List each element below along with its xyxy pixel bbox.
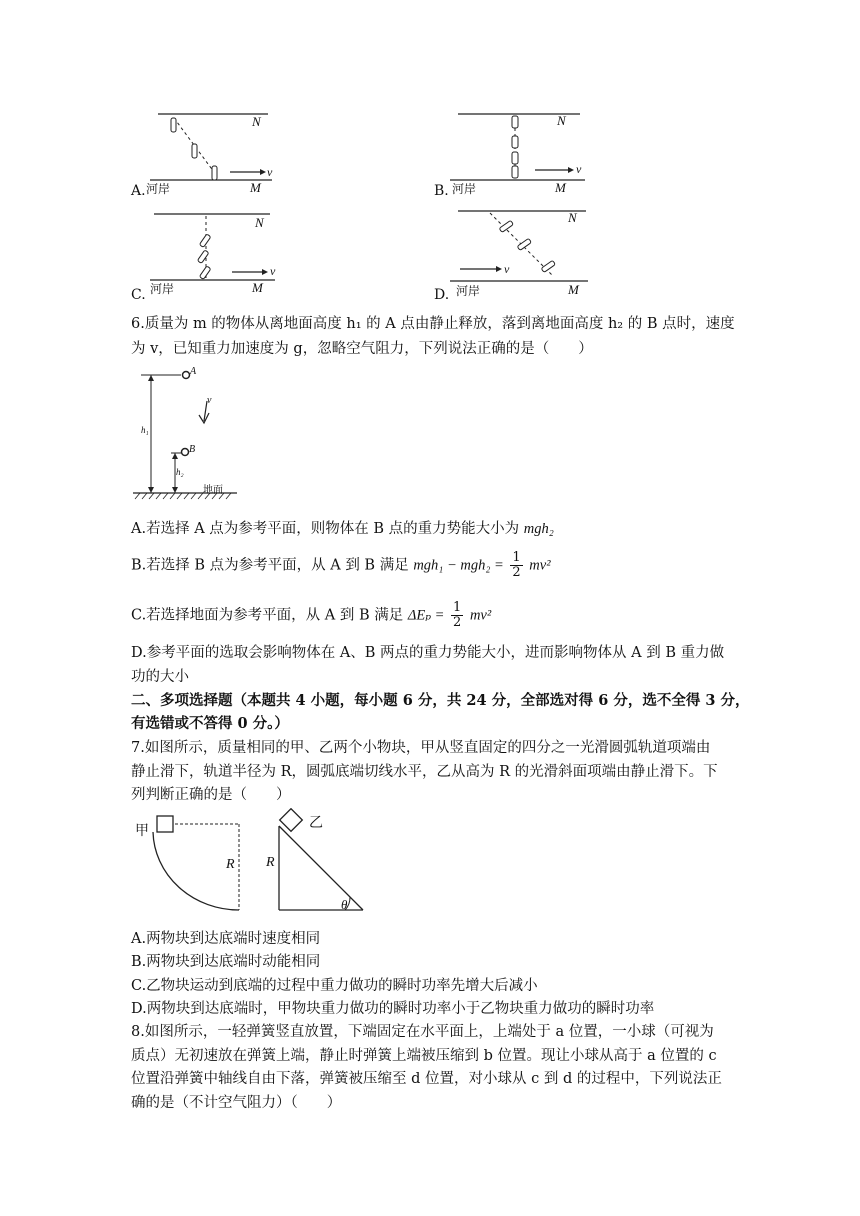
q5d-M: M bbox=[568, 282, 579, 297]
q5-option-a[interactable]: A. bbox=[131, 183, 146, 199]
q6-option-c-math-right: mv² bbox=[469, 607, 492, 624]
q5c-N: N bbox=[255, 215, 264, 230]
q6-option-b-fraction bbox=[510, 551, 522, 580]
q6-option-b-text: B.若选择 B 点为参考平面，从 A 到 B 满足 bbox=[131, 557, 409, 574]
fraction-numerator: 1 bbox=[512, 550, 521, 565]
q8-stem-line4: 确的是（不计空气阻力）（ ） bbox=[131, 1095, 342, 1111]
q6-fig-ground: 地面 bbox=[203, 485, 223, 496]
q7-fig-R1: R bbox=[226, 857, 235, 872]
q6-option-b[interactable] bbox=[131, 551, 551, 580]
q7-fig-jia: 甲 bbox=[135, 823, 149, 839]
q5b-M: M bbox=[555, 180, 566, 195]
q7-option-a[interactable]: A.两物块到达底端时速度相同 bbox=[131, 931, 321, 947]
q5-option-c[interactable]: C. bbox=[131, 287, 146, 303]
q5c-bank: 河岸 bbox=[150, 282, 175, 296]
q6-option-a[interactable] bbox=[131, 517, 554, 538]
q6-option-d-line1[interactable]: D.参考平面的选取会影响物体在 A、B 两点的重力势能大小，进而影响物体从 A 到 B 重力做 bbox=[131, 645, 725, 661]
q6-fig-v: v bbox=[207, 395, 212, 406]
q6-option-a-text: A.若选择 A 点为参考平面，则物体在 B 点的重力势能大小为 bbox=[131, 521, 520, 537]
q6-option-b-math-left: mgh₁ − mgh₂ = bbox=[413, 557, 504, 574]
q7-option-b[interactable]: B.两物块到达底端时动能相同 bbox=[131, 954, 321, 970]
q6-option-c-math-left: ΔEₚ = bbox=[407, 607, 445, 624]
q6-fig-B: B bbox=[189, 444, 196, 455]
q6-fig-h2: h₂ bbox=[176, 467, 184, 477]
q5b-bank: 河岸 bbox=[452, 182, 477, 196]
q6-option-b-math-right: mv² bbox=[529, 557, 551, 574]
q6-option-a-math: mgh₂ bbox=[523, 521, 554, 537]
fraction-denominator: 2 bbox=[512, 565, 521, 580]
q7-stem-line1: 7.如图所示，质量相同的甲、乙两个小物块，甲从竖直固定的四分之一光滑圆弧轨道项端由 bbox=[131, 740, 711, 756]
q6-fig-h1: h₁ bbox=[141, 425, 149, 435]
q6-fig-A: A bbox=[190, 366, 197, 377]
q5d-bank: 河岸 bbox=[456, 284, 481, 298]
q7-stem-line3: 列判断正确的是（ ） bbox=[131, 787, 291, 803]
q5a-bank: 河岸 bbox=[146, 182, 171, 196]
q8-stem-line1: 8.如图所示，一轻弹簧竖直放置，下端固定在水平面上，上端处于 a 位置，一小球（可视为 bbox=[131, 1024, 714, 1040]
q7-option-d[interactable]: D.两物块到达底端时，甲物块重力做功的瞬时功率小于乙物块重力做功的瞬时功率 bbox=[131, 1001, 655, 1017]
q7-fig-theta: θ bbox=[341, 897, 348, 912]
q5-figure-b bbox=[450, 108, 590, 188]
q5d-v: v bbox=[504, 262, 510, 276]
fraction-denominator: 2 bbox=[453, 615, 462, 630]
section2-heading-line1: 二、多项选择题（本题共 4 小题，每小题 6 分，共 24 分，全部选对得 6 分，选不全得 3 分， bbox=[131, 692, 750, 709]
q5c-M: M bbox=[252, 280, 263, 295]
q5-option-b[interactable]: B. bbox=[434, 183, 449, 199]
q7-fig-yi: 乙 bbox=[309, 815, 323, 831]
q5a-v: v bbox=[267, 165, 273, 179]
q8-stem-line2: 质点）无初速放在弹簧上端，静止时弹簧上端被压缩到 b 位置。现让小球从高于 a 位置的 c bbox=[131, 1048, 717, 1064]
q6-option-c-fraction bbox=[451, 601, 463, 630]
q5c-v: v bbox=[270, 264, 276, 278]
q6-option-d-line2[interactable]: 功的大小 bbox=[131, 669, 189, 685]
q7-option-c[interactable]: C.乙物块运动到底端的过程中重力做功的瞬时功率先增大后减小 bbox=[131, 978, 538, 994]
q6-option-c[interactable] bbox=[131, 601, 491, 630]
q8-stem-line3: 位置沿弹簧中轴线自由下落，弹簧被压缩至 d 位置，对小球从 c 到 d 的过程中，下列说法正 bbox=[131, 1071, 722, 1087]
q7-fig-R2: R bbox=[266, 855, 275, 870]
q5b-N: N bbox=[557, 113, 566, 128]
section2-heading-line2: 有选错或不答得 0 分。） bbox=[131, 715, 289, 732]
q6-stem-line2: 为 v，已知重力加速度为 g，忽略空气阻力，下列说法正确的是（ ） bbox=[131, 341, 593, 357]
q5d-N: N bbox=[568, 210, 577, 225]
q5-option-d[interactable]: D. bbox=[434, 287, 450, 303]
q5a-M: M bbox=[250, 180, 261, 195]
fraction-numerator: 1 bbox=[453, 600, 462, 615]
q7-stem-line2: 静止滑下，轨道半径为 R，圆弧底端切线水平，乙从高为 R 的光滑斜面项端由静止滑下。下 bbox=[131, 764, 718, 780]
q5a-N: N bbox=[252, 114, 261, 129]
q5b-v: v bbox=[576, 162, 582, 176]
q6-option-c-text: C.若选择地面为参考平面，从 A 到 B 满足 bbox=[131, 607, 404, 624]
q6-stem-line1: 6.质量为 m 的物体从离地面高度 h₁ 的 A 点由静止释放，落到离地面高度 h₂ 的 B 点时，速度 bbox=[131, 316, 735, 332]
